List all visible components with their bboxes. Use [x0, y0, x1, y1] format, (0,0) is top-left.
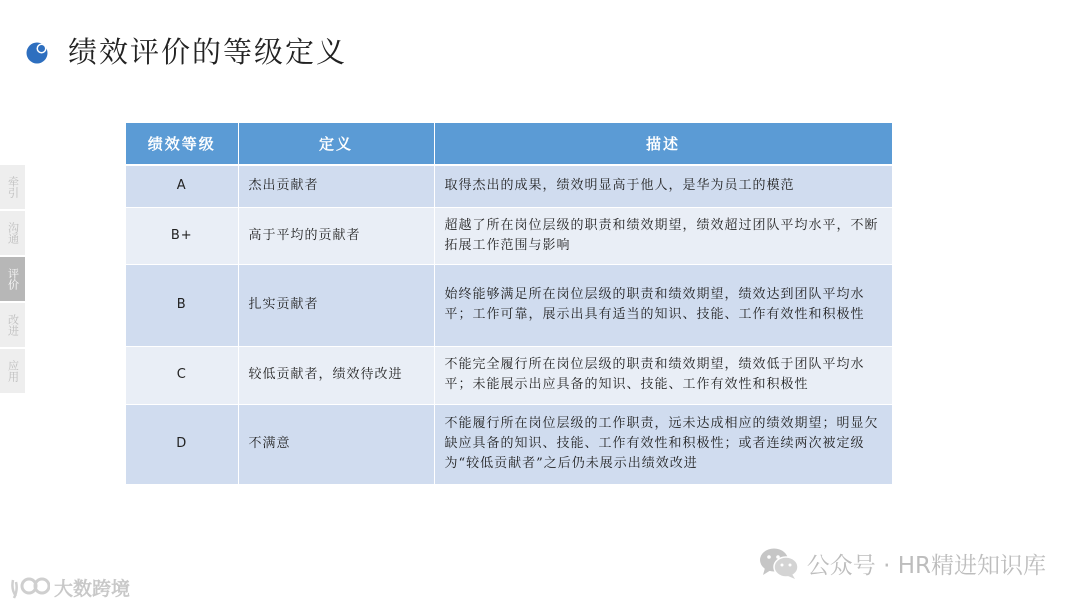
side-nav-item-traction[interactable]: [0, 165, 25, 209]
definition-cell: 高于平均的贡献者: [238, 207, 434, 264]
column-header-description: 描述: [434, 123, 892, 165]
side-nav-label: 评价: [6, 268, 20, 290]
table-row: [126, 165, 892, 207]
side-nav-label: 沟通: [6, 222, 20, 244]
side-nav-item-improvement[interactable]: [0, 303, 25, 347]
grade-definition-table: [126, 123, 893, 485]
definition-cell: 杰出贡献者: [238, 165, 434, 207]
definition-cell: 扎实贡献者: [238, 264, 434, 346]
column-header-definition: 定义: [238, 123, 434, 165]
side-nav-label: 应用: [6, 360, 20, 382]
side-nav-label: 改进: [6, 314, 20, 336]
grade-cell: B: [126, 264, 238, 346]
definition-cell: 较低贡献者，绩效待改进: [238, 346, 434, 404]
title-bullet-icon: [26, 42, 48, 64]
grade-cell: C: [126, 346, 238, 404]
brand-logo-icon: [10, 576, 50, 600]
description-cell: 取得杰出的成果，绩效明显高于他人，是华为员工的模范: [434, 165, 892, 207]
table-row: [126, 404, 892, 484]
side-nav-item-communication[interactable]: [0, 211, 25, 255]
description-cell: 不能完全履行所在岗位层级的职责和绩效期望，绩效低于团队平均水平；未能展示出应具备的知识、技能、工作有效性和积极性: [434, 346, 892, 404]
wechat-watermark: [759, 546, 1046, 580]
table-header-row: [126, 123, 892, 165]
grade-cell: D: [126, 404, 238, 484]
column-header-grade: 绩效等级: [126, 123, 238, 165]
grade-cell: B+: [126, 207, 238, 264]
wechat-icon: [759, 546, 799, 580]
brand-logo: [10, 574, 130, 601]
side-nav: [0, 165, 25, 395]
watermark-text: 公众号 · HR精进知识库: [806, 552, 1046, 579]
grade-cell: A: [126, 165, 238, 207]
brand-text: 大数跨境: [54, 578, 131, 600]
description-cell: 不能履行所在岗位层级的工作职责，远未达成相应的绩效期望；明显欠缺应具备的知识、技能、工作有效性和积极性；或者连续两次被定级为“较低贡献者”之后仍未展示出绩效改进: [434, 404, 892, 484]
definition-cell: 不满意: [238, 404, 434, 484]
table-row: [126, 346, 892, 404]
side-nav-label: 牵引: [6, 176, 20, 198]
description-cell: 超越了所在岗位层级的职责和绩效期望，绩效超过团队平均水平，不断拓展工作范围与影响: [434, 207, 892, 264]
table-row: [126, 207, 892, 264]
page-title: 绩效评价的等级定义: [68, 35, 348, 69]
side-nav-item-application[interactable]: [0, 349, 25, 393]
table-row: [126, 264, 892, 346]
side-nav-item-evaluation[interactable]: [0, 257, 25, 301]
description-cell: 始终能够满足所在岗位层级的职责和绩效期望，绩效达到团队平均水平；工作可靠，展示出具有适当的知识、技能、工作有效性和积极性: [434, 264, 892, 346]
